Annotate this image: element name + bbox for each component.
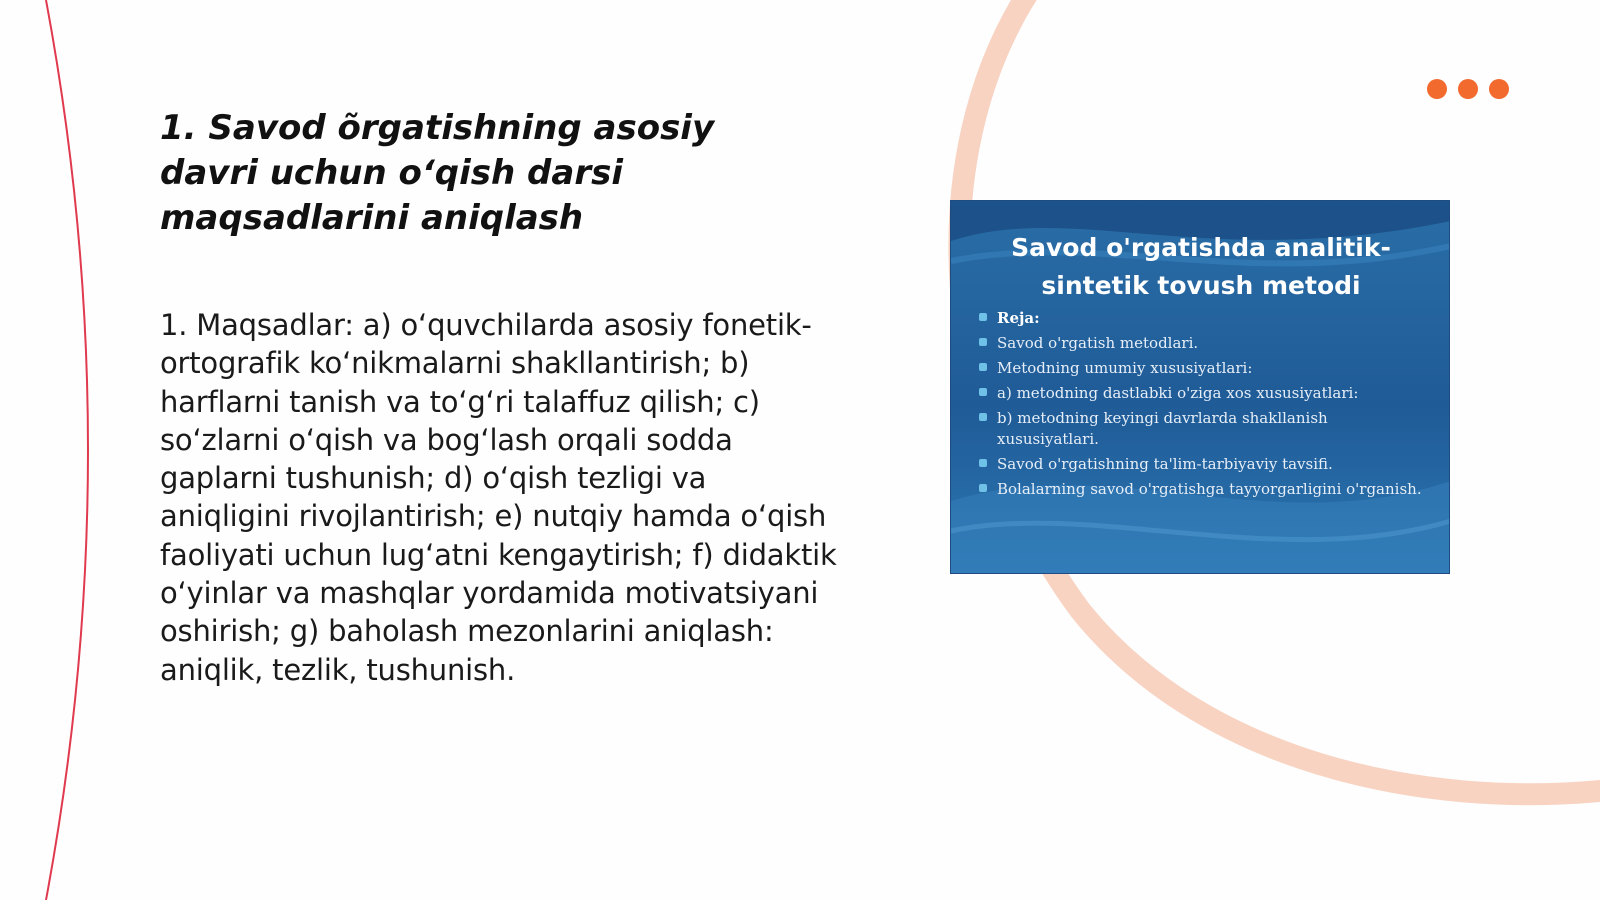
bullet-icon [979,459,987,467]
embedded-slide-image [950,200,1450,574]
list-item: Savod o'rgatish metodlari. [979,333,1429,354]
three-dots-icon [1427,79,1509,99]
embedded-slide-title: Savod o'rgatishda analitik-sintetik tovush metodi [1011,233,1391,300]
list-item: b) metodning keyingi davrlarda shakllanish xususiyatlari. [979,408,1429,450]
dot-icon [1489,79,1509,99]
list-item: Reja: [979,308,1429,329]
bullet-icon [979,484,987,492]
bullet-icon [979,313,987,321]
list-item: a) metodning dastlabki o'ziga xos xususiyatlari: [979,383,1429,404]
left-curve-line [46,0,88,900]
list-item: Metodning umumiy xususiyatlari: [979,358,1429,379]
slide-title: 1. Savod õrgatishning asosiy davri uchun oʻqish darsi maqsadlarini aniqlash [160,108,715,238]
embedded-slide-list [979,308,1429,504]
bullet-icon [979,363,987,371]
slide-body-text: 1. Maqsadlar: a) oʻquvchilarda asosiy fonetik-ortografik koʻnikmalarni shakllantirish; b) harflarni tanish va toʻgʻri talaffuz qilish; c) soʻzlarni oʻqish va bogʻlash orqali sodda gaplarni tushunish; d) oʻqish tezligi va aniqligini rivojlantirish; e) nutqiy hamda oʻqish faoliyati uchun lugʻatni kengaytirish; f) didaktik oʻyinlar va mashqlar yordamida motivatsiyani oshirish; g) baholash mezonlarini aniqlash: aniqlik, tezlik, tushunish. [160,308,837,687]
list-item: Savod o'rgatishning ta'lim-tarbiyaviy tavsifi. [979,454,1429,475]
bullet-icon [979,338,987,346]
bullet-icon [979,388,987,396]
bullet-icon [979,413,987,421]
dot-icon [1458,79,1478,99]
list-item: Bolalarning savod o'rgatishga tayyorgarligini o'rganish. [979,479,1429,500]
dot-icon [1427,79,1447,99]
